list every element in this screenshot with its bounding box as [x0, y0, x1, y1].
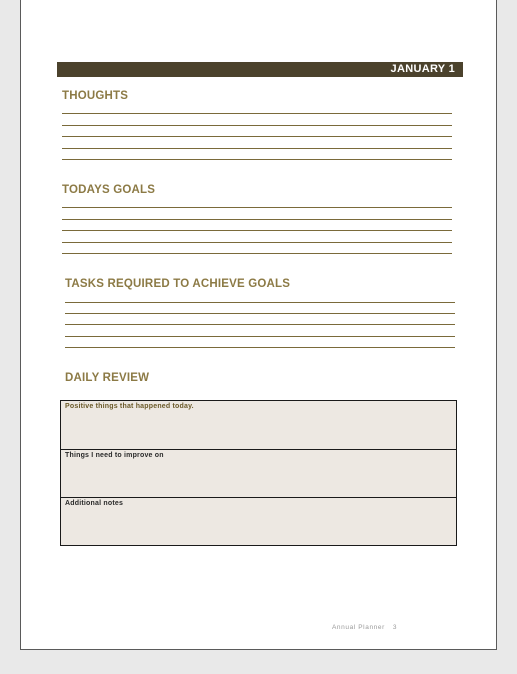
writing-line [62, 136, 452, 137]
footer-page-number: 3 [392, 624, 398, 631]
writing-line [65, 313, 455, 314]
review-row-label: Additional notes [65, 500, 124, 507]
writing-line [62, 148, 452, 149]
tasks-lines [65, 302, 455, 350]
section-title-todays-goals: TODAYS GOALS [62, 184, 156, 196]
writing-line [62, 230, 452, 231]
writing-line [62, 113, 452, 114]
review-row-label: Things I need to improve on [65, 452, 164, 459]
writing-line [62, 125, 452, 126]
daily-review-table [60, 400, 457, 546]
writing-line [62, 207, 452, 208]
writing-line [65, 324, 455, 325]
review-row-improve[interactable] [61, 449, 456, 498]
planner-page [20, 0, 497, 650]
writing-line [62, 159, 452, 160]
section-title-thoughts: THOUGHTS [62, 90, 129, 102]
writing-line [62, 242, 452, 243]
writing-line [65, 347, 455, 348]
todays-goals-lines [62, 207, 452, 255]
writing-line [65, 336, 455, 337]
review-row-label: Positive things that happened today. [65, 403, 194, 410]
writing-line [62, 253, 452, 254]
date-header-bar [57, 62, 463, 77]
section-title-daily-review: DAILY REVIEW [65, 372, 150, 384]
review-row-notes[interactable] [61, 497, 456, 546]
footer-title: Annual Planner [332, 624, 385, 631]
page-footer [332, 624, 397, 631]
section-title-tasks: TASKS REQUIRED TO ACHIEVE GOALS [65, 278, 291, 290]
thoughts-lines [62, 113, 452, 161]
writing-line [62, 219, 452, 220]
review-row-positive[interactable] [61, 401, 456, 450]
writing-line [65, 302, 455, 303]
page-date: JANUARY 1 [390, 63, 455, 75]
